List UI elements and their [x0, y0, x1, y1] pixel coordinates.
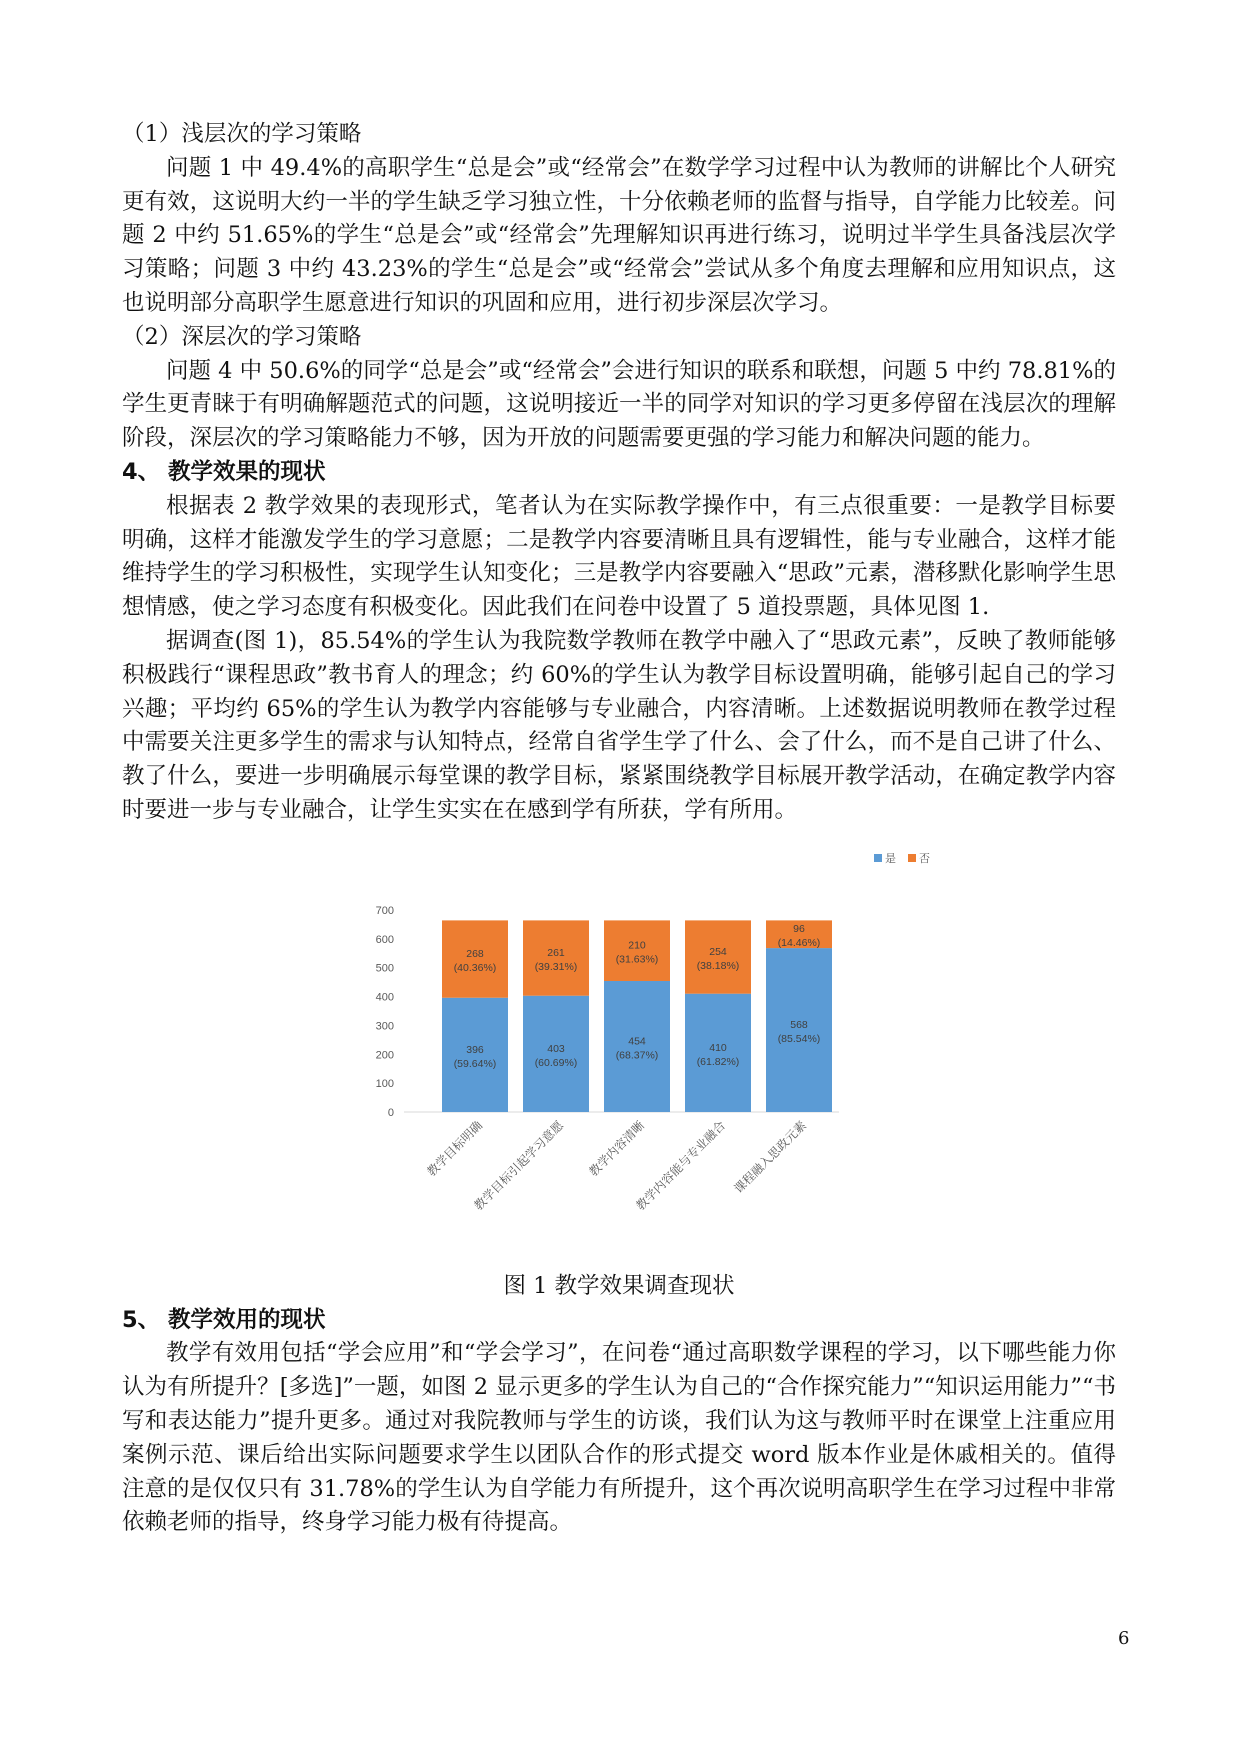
section-heading-5: 5、 教学效用的现状: [122, 1306, 326, 1333]
x-category-label: 教学内容能与专业融合: [633, 1117, 729, 1213]
subsection-heading-shallow: （1）浅层次的学习策略: [122, 121, 362, 147]
page-number: 6: [1118, 1628, 1130, 1649]
data-label-percent: (38.18%): [696, 959, 740, 972]
subsection-heading-deep: （2）深层次的学习策略: [122, 323, 362, 350]
data-label-percent: (61.82%): [696, 1055, 740, 1068]
legend-swatch: [874, 854, 882, 862]
data-label-percent: (85.54%): [777, 1032, 821, 1045]
data-label-value: 261: [547, 946, 565, 959]
figure-caption: 图 1 教学效果调查现状: [503, 1272, 735, 1299]
y-tick-label: 400: [375, 991, 394, 1004]
paragraph-utility: 教学有效用包括“学会应用”和“学会学习”，在问卷“通过高职数学课程的学习，以下哪些能力你认为有所提升？[多选]”一题，如图 2 显示更多的学生认为自己的“合作探究能力”“知识运用能力”“书写和表达能力”提升更多。通过对我院教师与学生的访谈，我们认为这与教师平时在课堂上注重应用案例示范、课后给出实际问题要求学生以团队合作的形式提交 word 版本作业是休戚相关的。值得注意的是仅仅只有 31.78%的学生认为自学能力有所提升，这个再次说明高职学生在学习过程中非常依赖老师的指导，终身学习能力极有待提高。: [122, 1340, 1116, 1536]
data-label-percent: (14.46%): [777, 936, 821, 949]
data-label-percent: (40.36%): [453, 961, 497, 974]
y-tick-label: 500: [375, 962, 394, 975]
y-tick-label: 300: [375, 1020, 394, 1033]
data-label-value: 210: [628, 939, 646, 952]
x-category-label: 教学内容清晰: [586, 1117, 648, 1179]
paragraph-effect-1: 根据表 2 教学效果的表现形式，笔者认为在实际教学操作中，有三点很重要：一是教学目标要明确，这样才能激发学生的学习意愿；二是教学内容要清晰且具有逻辑性，能与专业融合，这样才能维持学生的学习积极性，实现学生认知变化；三是教学内容要融入“思政”元素，潜移默化影响学生思想情感，使之学习态度有积极变化。因此我们在问卷中设置了 5 道投票题，具体见图 1.: [122, 492, 1116, 621]
data-label-percent: (31.63%): [615, 953, 659, 966]
x-category-label: 课程融入思政元素: [731, 1117, 810, 1196]
data-label-value: 454: [628, 1035, 646, 1048]
paragraph-shallow-strategy: 问题 1 中 49.4%的高职学生“总是会”或“经常会”在数学学习过程中认为教师的讲解比个人研究更有效，这说明大约一半的学生缺乏学习独立性，十分依赖老师的监督与指导，自学能力比较差。问题 2 中约 51.65%的学生“总是会”或“经常会”先理解知识再进行练习，说明过半学生具备浅层次学习策略；问题 3 中约 43.23%的学生“总是会”或“经常会”尝试从多个角度去理解和应用知识点，这也说明部分高职学生愿意进行知识的巩固和应用，进行初步深层次学习。: [122, 154, 1116, 316]
legend-label: 否: [919, 852, 930, 865]
y-tick-label: 200: [375, 1049, 394, 1062]
y-tick-label: 100: [375, 1077, 394, 1090]
x-category-label: 教学目标引起学习意愿: [471, 1117, 567, 1213]
data-label-percent: (39.31%): [534, 960, 578, 973]
y-tick-label: 700: [375, 904, 394, 917]
document-page: [122, 118, 1116, 1540]
data-label-value: 268: [466, 947, 484, 960]
data-label-percent: (60.69%): [534, 1056, 578, 1069]
legend-label: 是: [885, 852, 896, 865]
data-label-value: 403: [547, 1042, 565, 1055]
y-tick-label: 0: [387, 1106, 394, 1119]
data-label-value: 254: [709, 945, 727, 958]
data-label-value: 568: [790, 1018, 808, 1031]
stacked-bar-chart: [122, 840, 1116, 1270]
data-label-percent: (59.64%): [453, 1057, 497, 1070]
data-label-value: 96: [793, 922, 805, 935]
section-heading-4: 4、 教学效果的现状: [122, 458, 326, 485]
data-label-value: 396: [466, 1043, 484, 1056]
data-label-percent: (68.37%): [615, 1049, 659, 1062]
data-label-value: 410: [709, 1041, 727, 1054]
x-category-label: 教学目标明确: [424, 1117, 486, 1179]
paragraph-effect-2: 据调查(图 1)，85.54%的学生认为我院数学教师在教学中融入了“思政元素”，反映了教师能够积极践行“课程思政”教书育人的理念；约 60%的学生认为教学目标设置明确，能够引起自己的学习兴趣；平均约 65%的学生认为教学内容能够与专业融合，内容清晰。上述数据说明教师在教学过程中需要关注更多学生的需求与认知特点，经常自省学生学了什么、会了什么，而不是自己讲了什么、教了什么，要进一步明确展示每堂课的教学目标，紧紧围绕教学目标展开教学活动，在确定教学内容时要进一步与专业融合，让学生实实在在感到学有所获，学有所用。: [122, 627, 1116, 823]
figure-1: [122, 840, 1116, 1270]
y-tick-label: 600: [375, 933, 394, 946]
paragraph-deep-strategy: 问题 4 中 50.6%的同学“总是会”或“经常会”会进行知识的联系和联想，问题 5 中约 78.81%的学生更青睐于有明确解题范式的问题，这说明接近一半的同学对知识的学习更多停留在浅层次的理解阶段，深层次的学习策略能力不够，因为开放的问题需要更强的学习能力和解决问题的能力。: [122, 357, 1116, 452]
legend-swatch: [908, 854, 916, 862]
